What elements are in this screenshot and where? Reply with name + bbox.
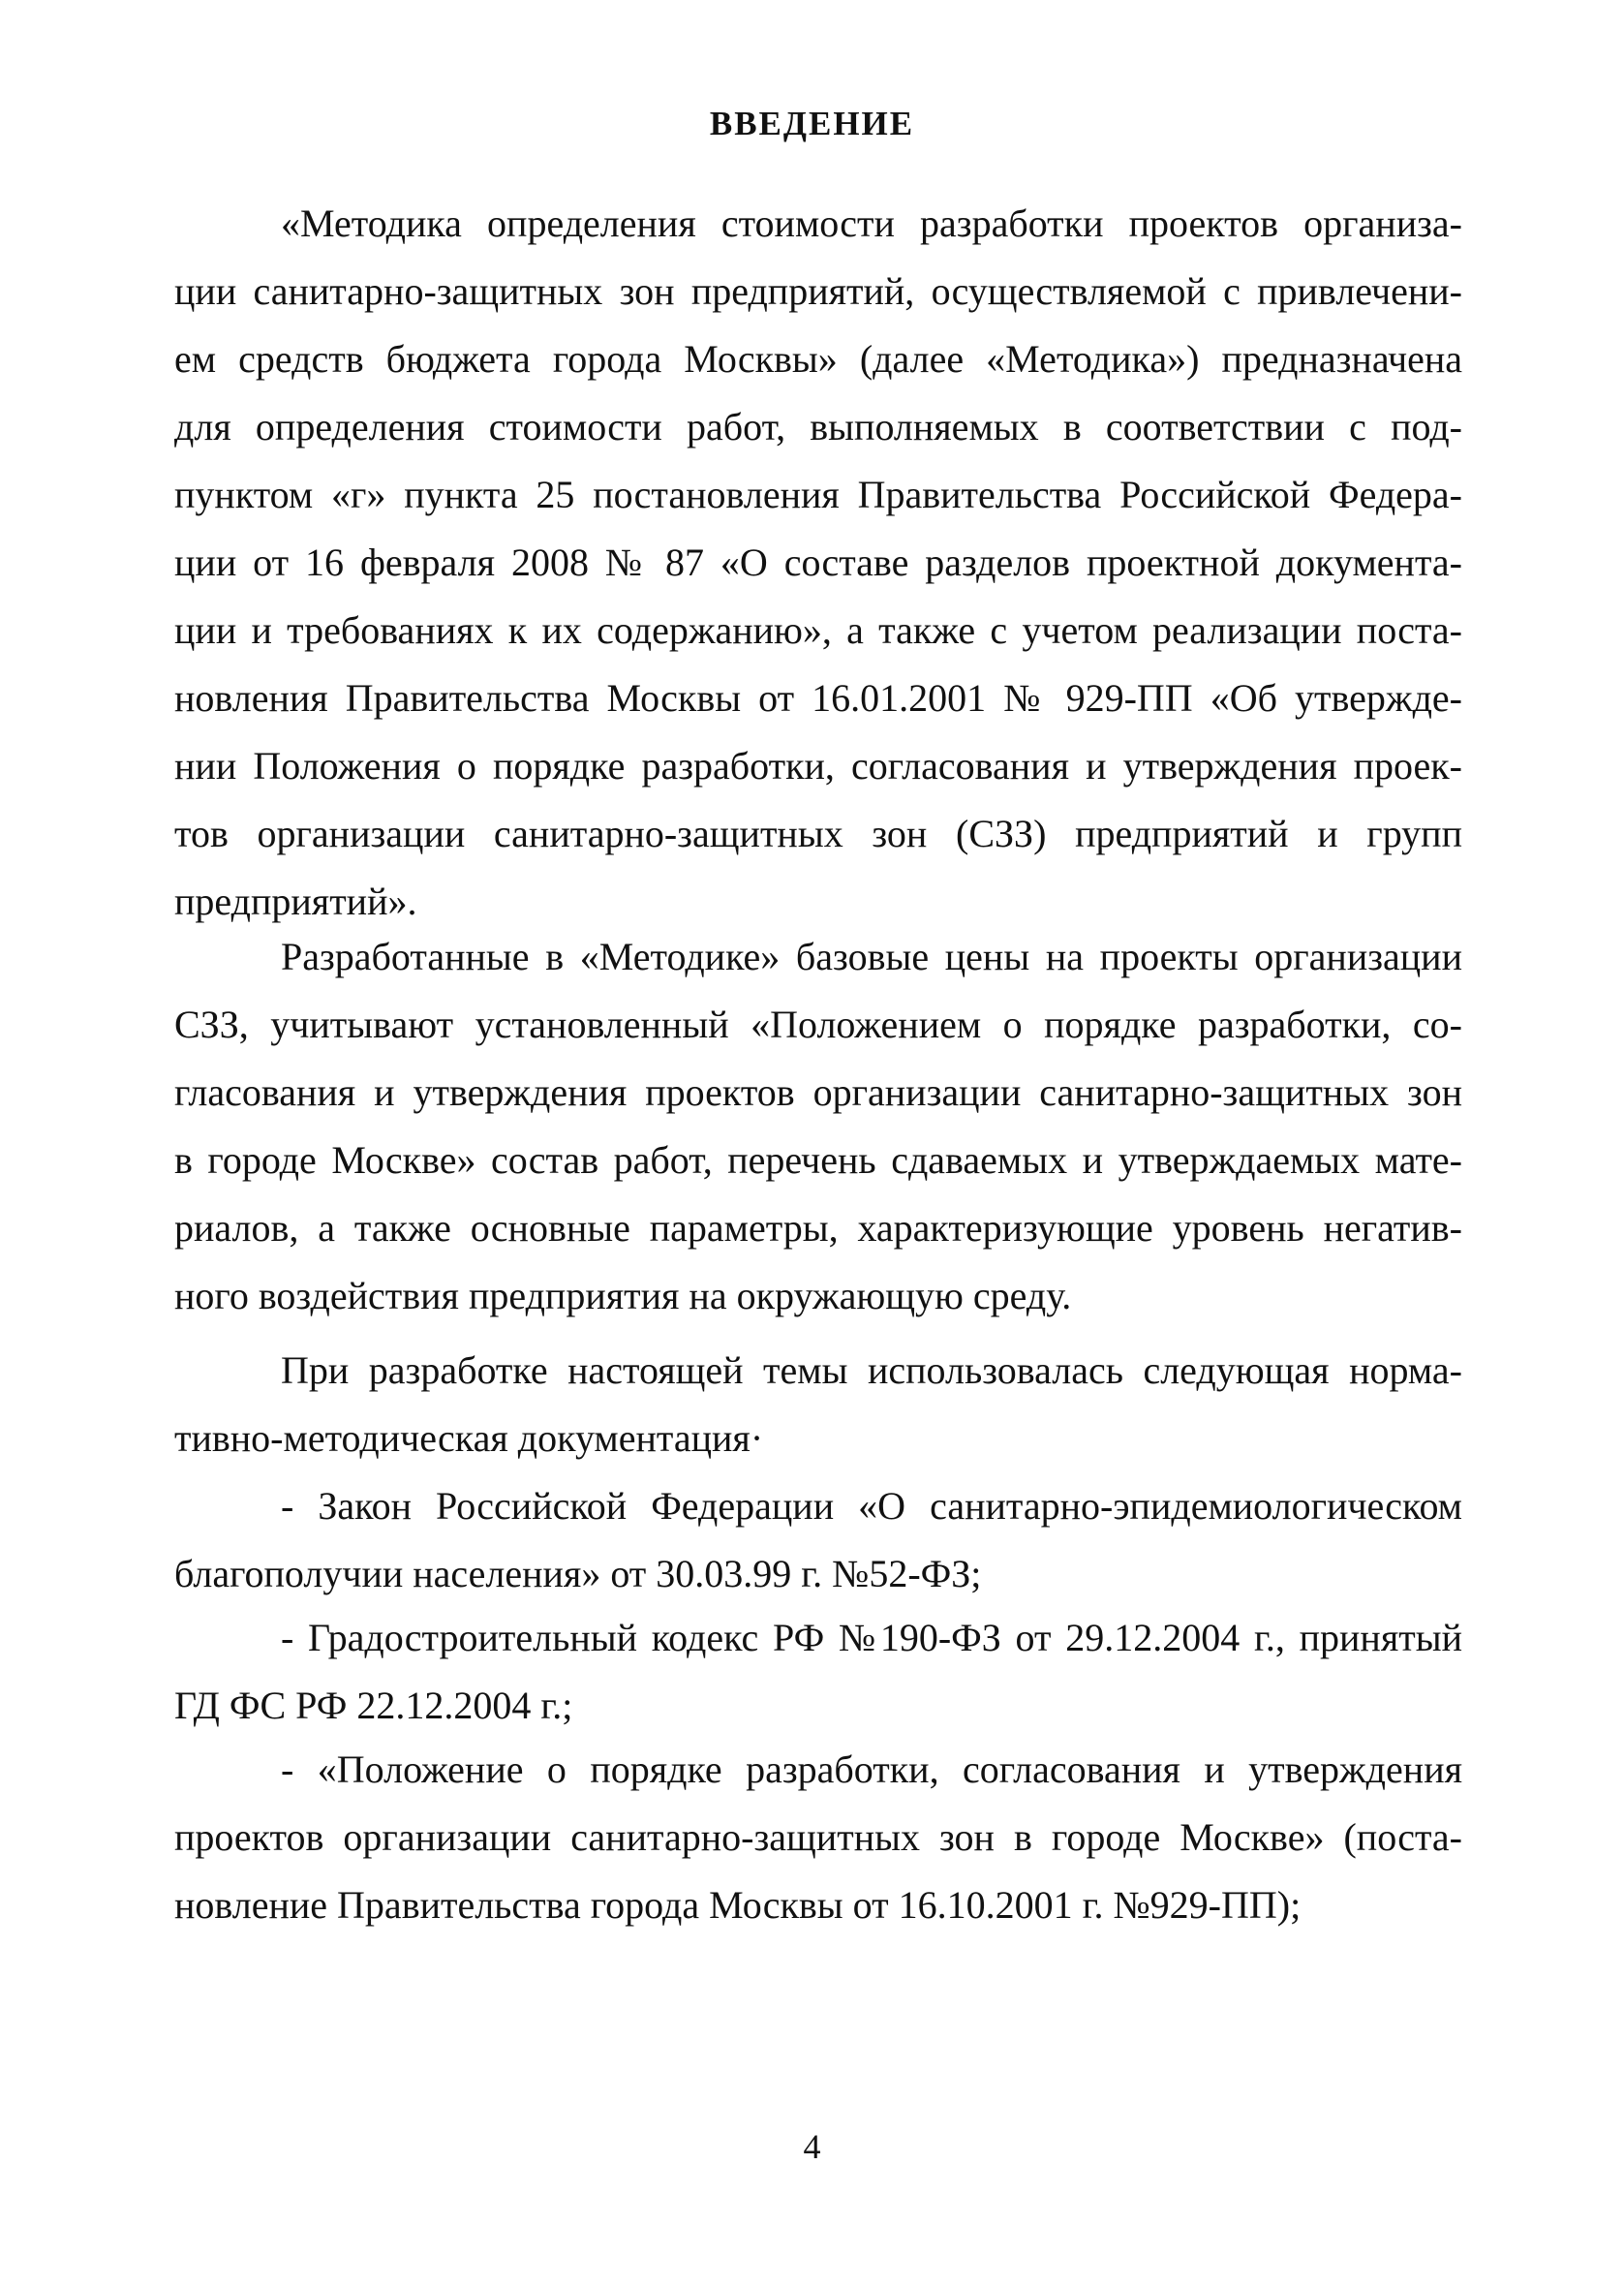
text-line: для определения стоимости работ, выполняемых в соответствии с под-: [174, 405, 1462, 448]
text-line: проектов организации санитарно-защитных зон в городе Москве» (поста-: [174, 1815, 1462, 1859]
paragraph-methodology-purpose: [174, 190, 1462, 936]
text-line: ции и требованиях к их содержанию», а также с учетом реализации поста-: [174, 608, 1462, 652]
text-line: новление Правительства города Москвы от 16.10.2001 г. №929-ПП);: [174, 1883, 1302, 1927]
text-line: тивно-методическая документация·: [174, 1416, 764, 1460]
text-line: в городе Москве» состав работ, перечень сдаваемых и утверждаемых мате-: [174, 1138, 1462, 1182]
text-line: «Методика определения стоимости разработки проектов организа-: [281, 201, 1462, 245]
paragraph-documentation-intro: [174, 1337, 1462, 1472]
list-item: [174, 1472, 1462, 1608]
list-item: [174, 1604, 1462, 1740]
text-line: - Закон Российской Федерации «О санитарно-эпидемиологическом: [281, 1484, 1462, 1528]
text-line: предприятий».: [174, 880, 417, 923]
list-item: [174, 1736, 1462, 1939]
paragraph-base-prices: [174, 923, 1462, 1330]
page-heading: ВВЕДЕНИЕ: [709, 105, 915, 142]
text-line: ем средств бюджета города Москвы» (далее «Методика») предназначена: [174, 337, 1462, 381]
text-line: - «Положение о порядке разработки, согласования и утверждения: [281, 1747, 1462, 1791]
text-line: ного воздействия предприятия на окружающую среду.: [174, 1274, 1072, 1317]
text-line: При разработке настоящей темы использовалась следующая норма-: [281, 1348, 1462, 1392]
text-line: нии Положения о порядке разработки, согласования и утверждения проек-: [174, 744, 1462, 788]
text-line: - Градостроительный кодекс РФ №190-ФЗ от 29.12.2004 г., принятый: [281, 1616, 1462, 1659]
text-line: новления Правительства Москвы от 16.01.2001 № 929-ПП «Об утвержде-: [174, 676, 1462, 720]
text-line: СЗЗ, учитывают установленный «Положением о порядке разработки, со-: [174, 1003, 1462, 1046]
text-line: Разработанные в «Методике» базовые цены на проекты организации: [281, 935, 1462, 978]
text-line: риалов, а также основные параметры, характеризующие уровень негатив-: [174, 1206, 1462, 1250]
text-line: гласования и утверждения проектов организации санитарно-защитных зон: [174, 1070, 1462, 1114]
text-line: пунктом «г» пункта 25 постановления Правительства Российской Федера-: [174, 473, 1462, 516]
text-line: тов организации санитарно-защитных зон (СЗЗ) предприятий и групп: [174, 812, 1462, 855]
text-line: ции от 16 февраля 2008 № 87 «О составе разделов проектной документа-: [174, 541, 1462, 584]
text-line: ГД ФС РФ 22.12.2004 г.;: [174, 1684, 573, 1727]
text-line: ции санитарно-защитных зон предприятий, осуществляемой с привлечени-: [174, 269, 1462, 313]
page-number: 4: [803, 2127, 821, 2166]
text-line: благополучии населения» от 30.03.99 г. №52-ФЗ;: [174, 1552, 982, 1595]
